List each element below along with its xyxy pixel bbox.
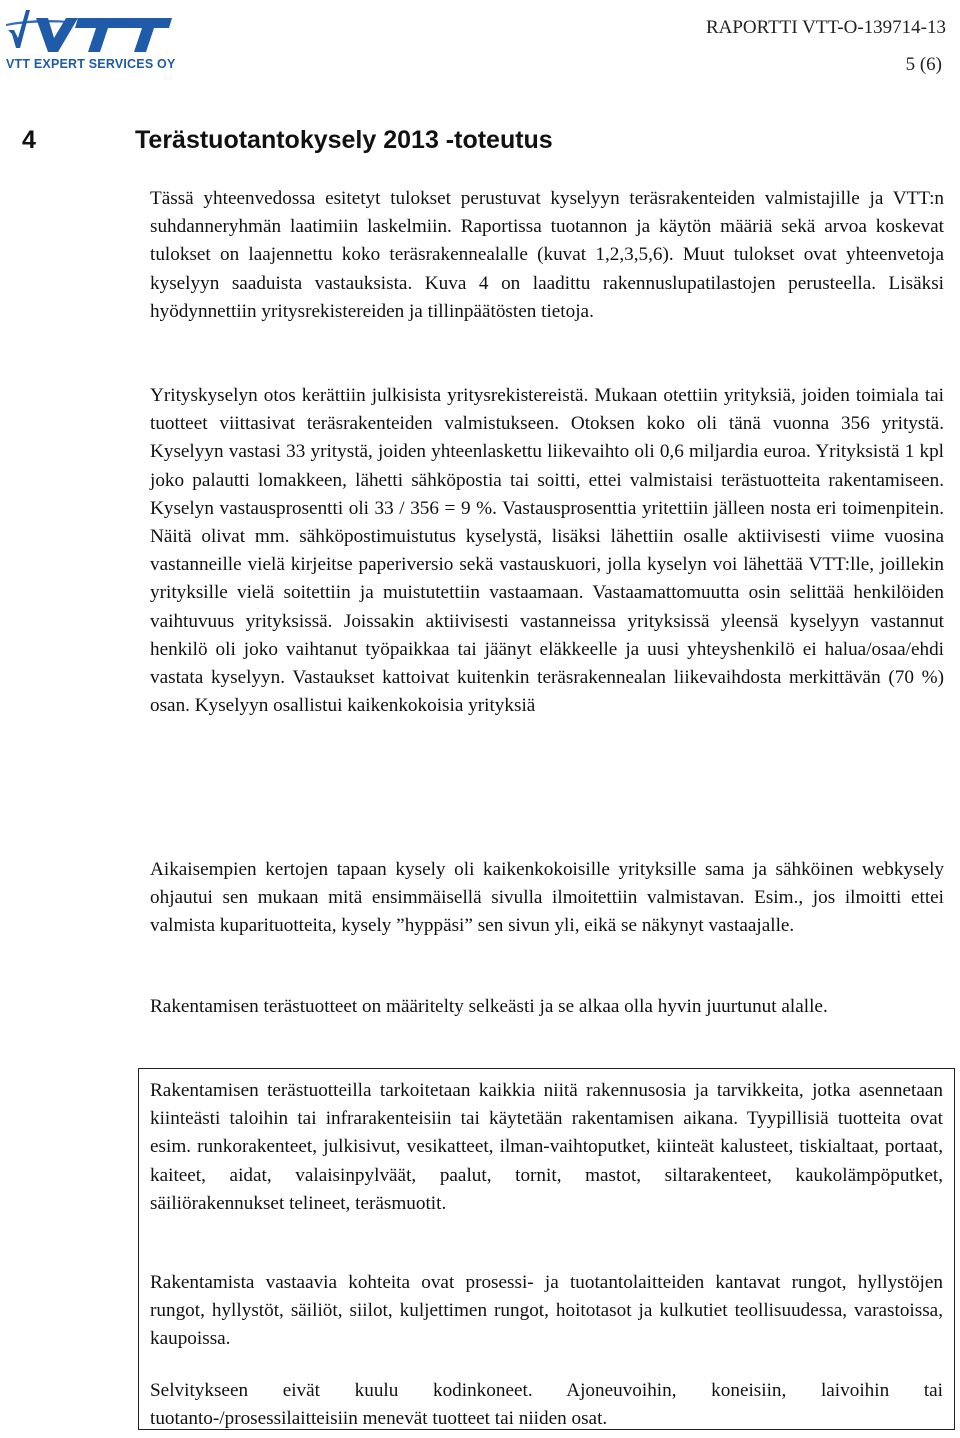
section-number: 4 — [22, 126, 36, 154]
definition-box — [138, 1068, 955, 1430]
definition-paragraph: Selvitykseen eivät kuulu kodinkoneet. Ajoneuvoihin, koneisiin, laivoihin tai tuotanto-/prosessilaitteisiin menevät tuotteet tai niiden osat. — [150, 1380, 943, 1430]
section-title: Terästuotantokysely 2013 -toteutus — [135, 126, 553, 154]
definition-paragraph: Rakentamisen terästuotteilla tarkoitetaan kaikkia niitä rakennusosia ja tarvikkeita, jotka asennetaan kiinteästi taloihin tai infrarakenteisiin tai käytetään rakentamisen aikana. Tyypillisiä tuotteita ovat esim. runkorakenteet, julkisivut, vesikatteet, ilman-vaihtoputket, kiinteät kalusteet, tiskialtaat, portaat, kaiteet, aidat, valaisinpylväät, paalut, tornit, mastot, siltarakenteet, kaukolämpöputket, säiliörakennukset telineet, teräsmuotit. — [150, 1080, 943, 1214]
section-heading — [22, 126, 553, 155]
paragraph: Rakentamisen terästuotteet on määritelty selkeästi ja se alkaa olla hyvin juurtunut alalle. — [150, 996, 828, 1017]
paragraph: Aikaisempien kertojen tapaan kysely oli kaikenkokoisille yrityksille sama ja sähköinen webkysely ohjautui sen mukaan mitä ensimmäisellä sivulla ilmoitettiin valmistavan. Esim., jos ilmoitti ettei valmista kuparituotteita, kysely ”hyppäsi” sen sivun yli, eikä se näkynyt vastaajalle. — [150, 859, 944, 937]
paragraph: Tässä yhteenvedossa esitetyt tulokset perustuvat kyselyyn teräsrakenteiden valmistajille ja VTT:n suhdanneryhmän laatimiin laskelmiin. Raportissa tuotannon ja käytön määriä sekä arvoa koskevat tulokset on laajennettu koko teräsrakennealalle (kuvat 1,2,3,5,6). Muut tulokset ovat yhteenvetoja kyselyyn saaduista vastauksista. Kuva 4 on laadittu rakennuslupatilastojen perusteella. Lisäksi hyödynnettiin yritysrekistereiden ja tillinpäätösten tietoja. — [150, 188, 944, 322]
report-id: RAPORTTI VTT-O-139714-13 — [705, 17, 946, 38]
page-number: 5 (6) — [905, 54, 942, 75]
logo-caption: VTT EXPERT SERVICES OY — [6, 57, 176, 71]
paragraph: Yrityskyselyn otos kerättiin julkisista yritysrekistereistä. Mukaan otettiin yrityksiä, joiden toimiala tai tuotteet viittasivat teräsrakenteiden valmistukseen. Otoksen koko oli tänä vuonna 356 yritystä. Kyselyyn vastasi 33 yritystä, joiden yhteenlaskettu liikevaihto oli 0,6 miljardia euroa. Yrityksistä 1 kpl joko palautti lomakkeen, lähetti sähköpostia tai soitti, ettei valmistaisi terästuotteita rakentamiseen. Kyselyn vastausprosentti oli 33 / 356 = 9 %. Vastausprosenttia yritettiin jälleen nosta eri toimenpitein. Näitä olivat mm. sähköpostimuistutus kyselystä, lisäksi lähettiin osalle aktiivisesti viime vuosina vastanneille vielä kirjeitse paperiversio sekä vastauskuori, jolla kyselyn voi lähettää VTT:lle, joillekin yrityksille vielä soitettiin ja muistutettiin vastaamaan. Vastaamattomuutta osin selittää henkilöiden vaihtuvuus yrityksissä. Joissakin aktiivisesti vastanneissa yrityksissä yleensä kyselyyn vastannut henkilö oli joko vaihtanut työpaikkaa tai jäänyt eläkkeelle ja uusi yhteyshenkilö ei halua/osaa/ehdi vastata kyselyyn. Vastaukset kattoivat kuitenkin teräsrakennealan liikevaihdosta merkittävän (70 %) osan. Kyselyyn osallistui kaikenkokoisia yrityksiä — [150, 385, 944, 717]
definition-paragraph: Rakentamista vastaavia kohteita ovat prosessi- ja tuotantolaitteiden kantavat rungot, hyllystöjen rungot, hyllystöt, säiliöt, siilot, kuljettimen rungot, hoitotasot ja kulkutiet teollisuudessa, varastoissa, kaupoissa. — [150, 1272, 943, 1350]
